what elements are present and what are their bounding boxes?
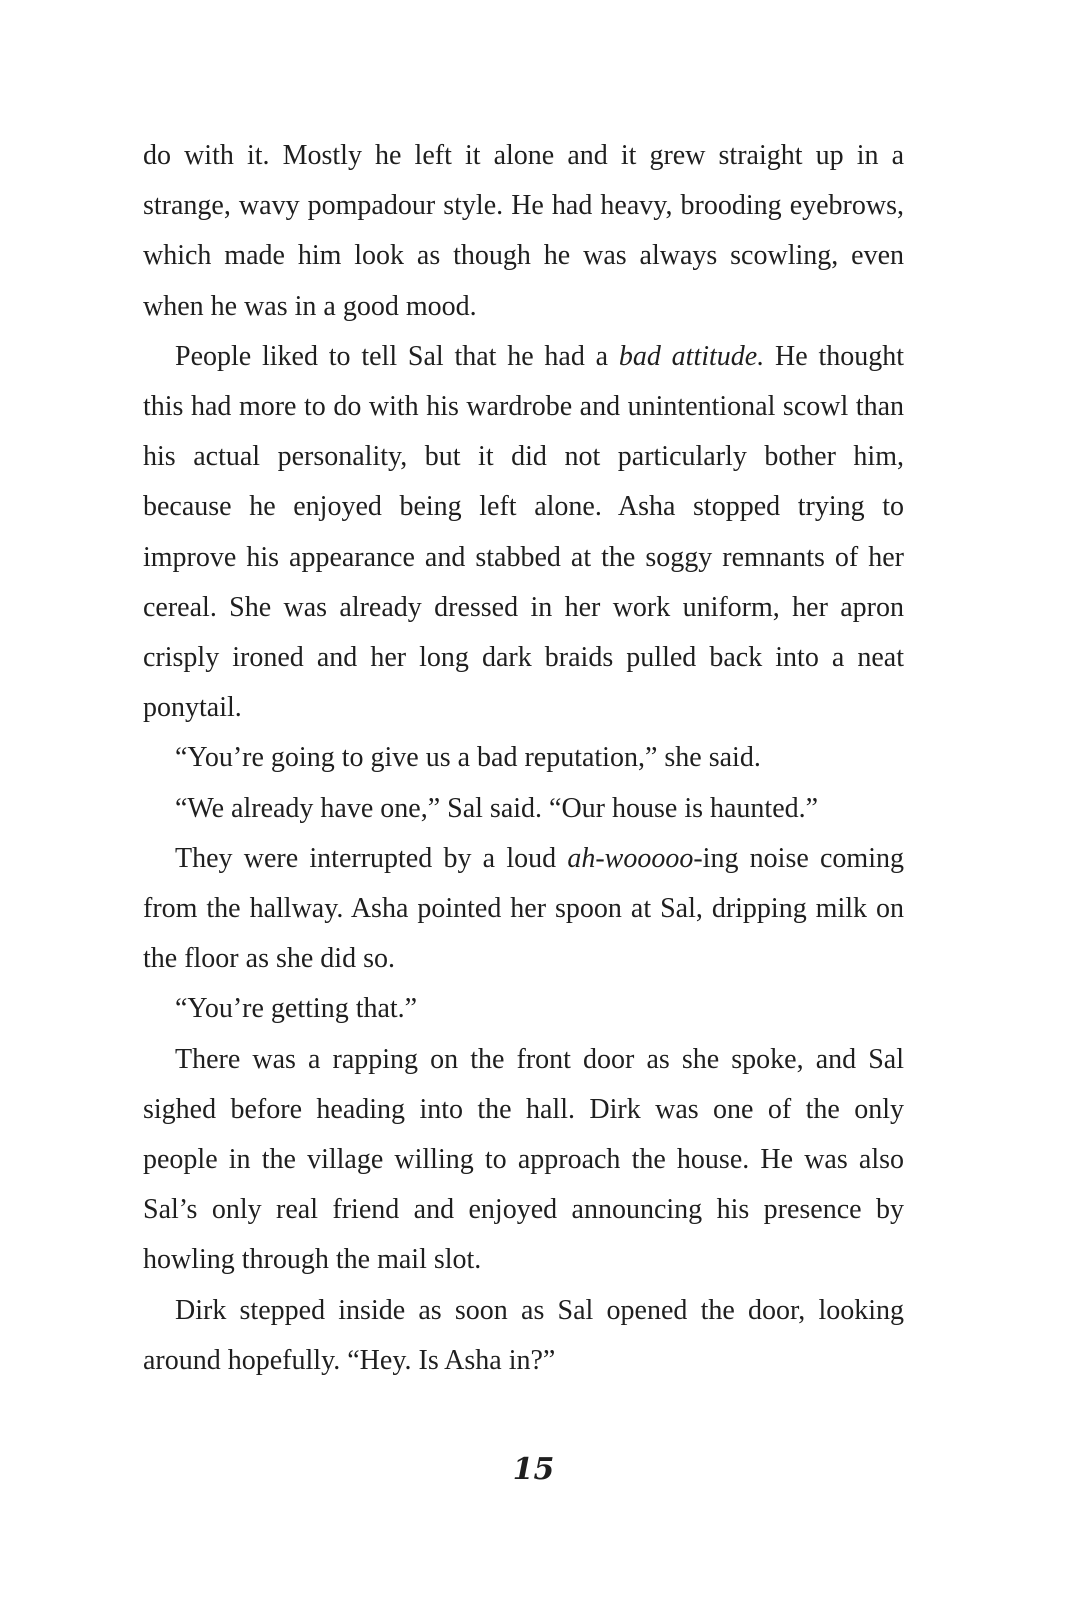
paragraph [143,834,904,985]
body-text [143,131,904,1386]
text-run: “You’re going to give us a bad reputation,” she said. [175,742,761,774]
text-run: “We already have one,” Sal said. “Our house is haunted.” [175,792,819,824]
text-run: Dirk stepped inside as soon as Sal opened the door, looking around hopefully. “Hey. Is Asha in?” [143,1294,904,1376]
page-number: 15 [512,1452,555,1487]
text-run: “You’re getting that.” [175,993,418,1025]
paragraph [143,733,904,783]
text-run: -ing noise coming from the hallway. Asha pointed her spoon at Sal, dripping milk on the floor as she did so. [143,842,904,975]
paragraph [143,984,904,1034]
italic-text: bad attitude. [618,340,765,372]
text-run: They were interrupted by a loud [175,842,568,874]
paragraph [143,131,904,332]
paragraph [143,332,904,734]
text-run: People liked to tell Sal that he had a [175,340,619,372]
italic-text: ah-wooooo [567,842,694,874]
paragraph [143,1035,904,1286]
paragraph [143,1286,904,1386]
paragraph [143,784,904,834]
text-run: do with it. Mostly he left it alone and it grew straight up in a strange, wavy pompadour style. He had heavy, brooding eyebrows, which made him look as though he was always scowling, even when he was in a good mood. [143,140,904,322]
text-run: He thought this had more to do with his wardrobe and unintentional scowl than his actual personality, but it did not particularly bother him, because he enjoyed being left alone. Asha stopped trying to improve his appearance and stabbed at the soggy remnants of her cereal. She was already dressed in her work uniform, her apron crisply ironed and her long dark braids pulled back into a neat ponytail. [143,340,904,724]
text-run: There was a rapping on the front door as she spoke, and Sal sighed before heading into the hall. Dirk was one of the only people in the village willing to approach the house. He was also Sal’s only real friend and enjoyed announcing his presence by howling through the mail slot. [143,1043,904,1276]
